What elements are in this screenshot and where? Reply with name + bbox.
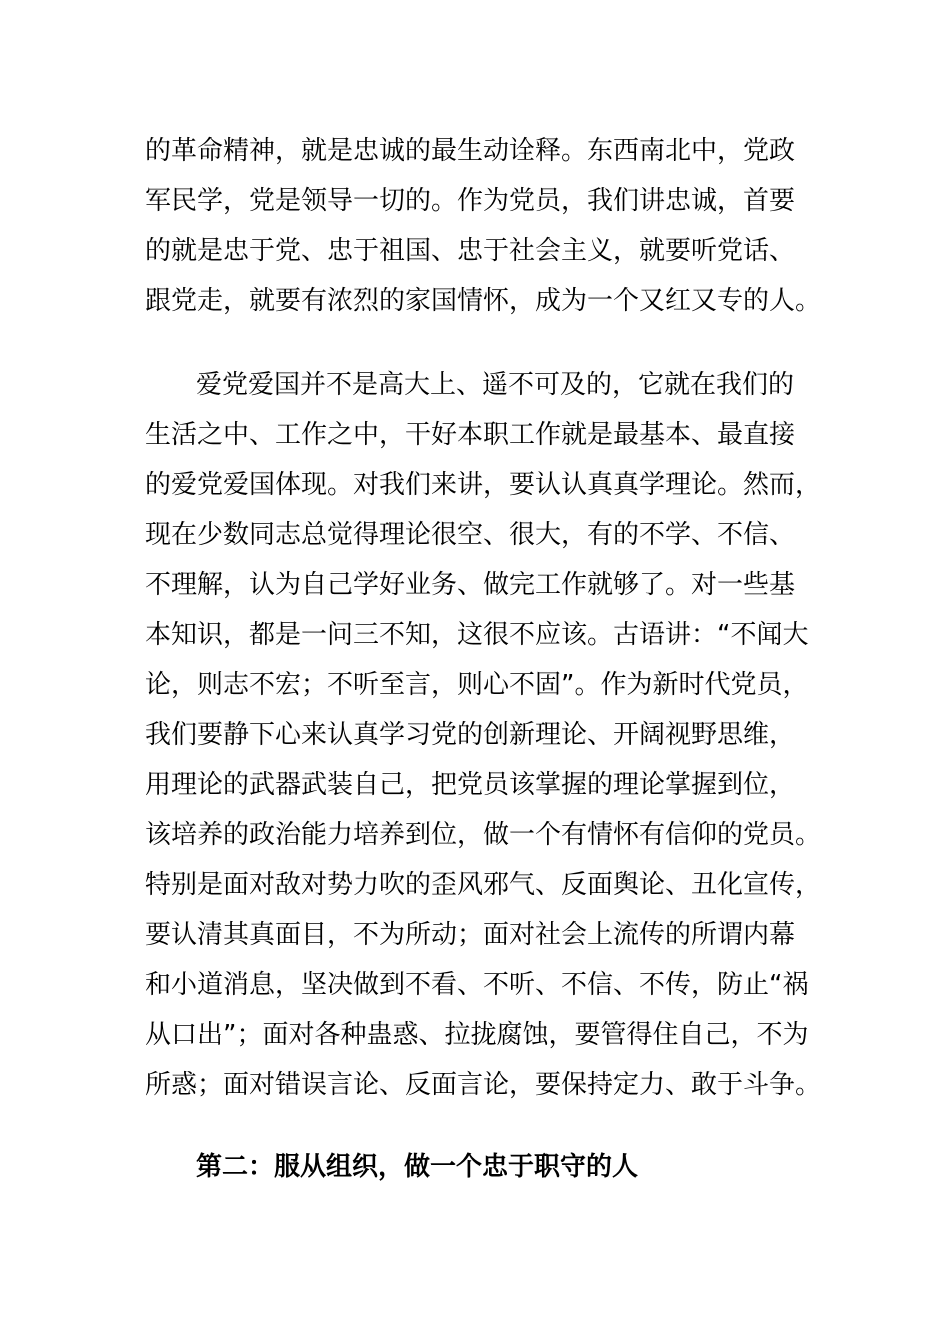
paragraph2-line-15: 所惑；面对错误言论、反面言论，要保持定力、敢于斗争。 (145, 1070, 822, 1100)
paragraph1-line-3: 的就是忠于党、忠于祖国、忠于社会主义，就要听党话、 (145, 236, 796, 266)
paragraph2-line-9: 用理论的武器武装自己，把党员该掌握的理论掌握到位， (145, 770, 796, 800)
paragraph2-line-8: 我们要静下心来认真学习党的创新理论、开阔视野思维， (145, 720, 796, 750)
paragraph1-line-4: 跟党走，就要有浓烈的家国情怀，成为一个又红又专的人。 (145, 286, 822, 316)
paragraph1-line-2: 军民学，党是领导一切的。作为党员，我们讲忠诚，首要 (145, 186, 796, 216)
paragraph1-line-1: 的革命精神，就是忠诚的最生动诠释。东西南北中，党政 (145, 136, 796, 166)
paragraph2-line-5: 不理解，认为自己学好业务、做完工作就够了。对一些基 (145, 570, 796, 600)
paragraph2-line-13: 和小道消息，坚决做到不看、不听、不信、不传，防止“祸 (145, 970, 809, 1000)
paragraph2-line-12: 要认清其真面目，不为所动；面对社会上流传的所谓内幕 (145, 920, 796, 950)
paragraph2-line-2: 生活之中、工作之中，干好本职工作就是最基本、最直接 (145, 420, 796, 450)
paragraph2-line-14: 从口出”；面对各种蛊惑、拉拢腐蚀，要管得住自己，不为 (145, 1020, 809, 1050)
paragraph2-line-10: 该培养的政治能力培养到位，做一个有情怀有信仰的党员。 (145, 820, 822, 850)
paragraph2-line-3: 的爱党爱国体现。对我们来讲，要认认真真学理论。然而， (145, 470, 822, 500)
paragraph2-line-11: 特别是面对敌对势力吹的歪风邪气、反面舆论、丑化宣传， (145, 870, 822, 900)
section-heading: 第二：服从组织，做一个忠于职守的人 (196, 1152, 639, 1182)
paragraph2-line-7: 论，则志不宏；不听至言，则心不固”。作为新时代党员， (145, 670, 809, 700)
paragraph2-line-4: 现在少数同志总觉得理论很空、很大，有的不学、不信、 (145, 520, 796, 550)
paragraph2-line-6: 本知识，都是一问三不知，这很不应该。古语讲：“不闻大 (145, 620, 809, 650)
paragraph2-line-1: 爱党爱国并不是高大上、遥不可及的，它就在我们的 (196, 370, 795, 400)
